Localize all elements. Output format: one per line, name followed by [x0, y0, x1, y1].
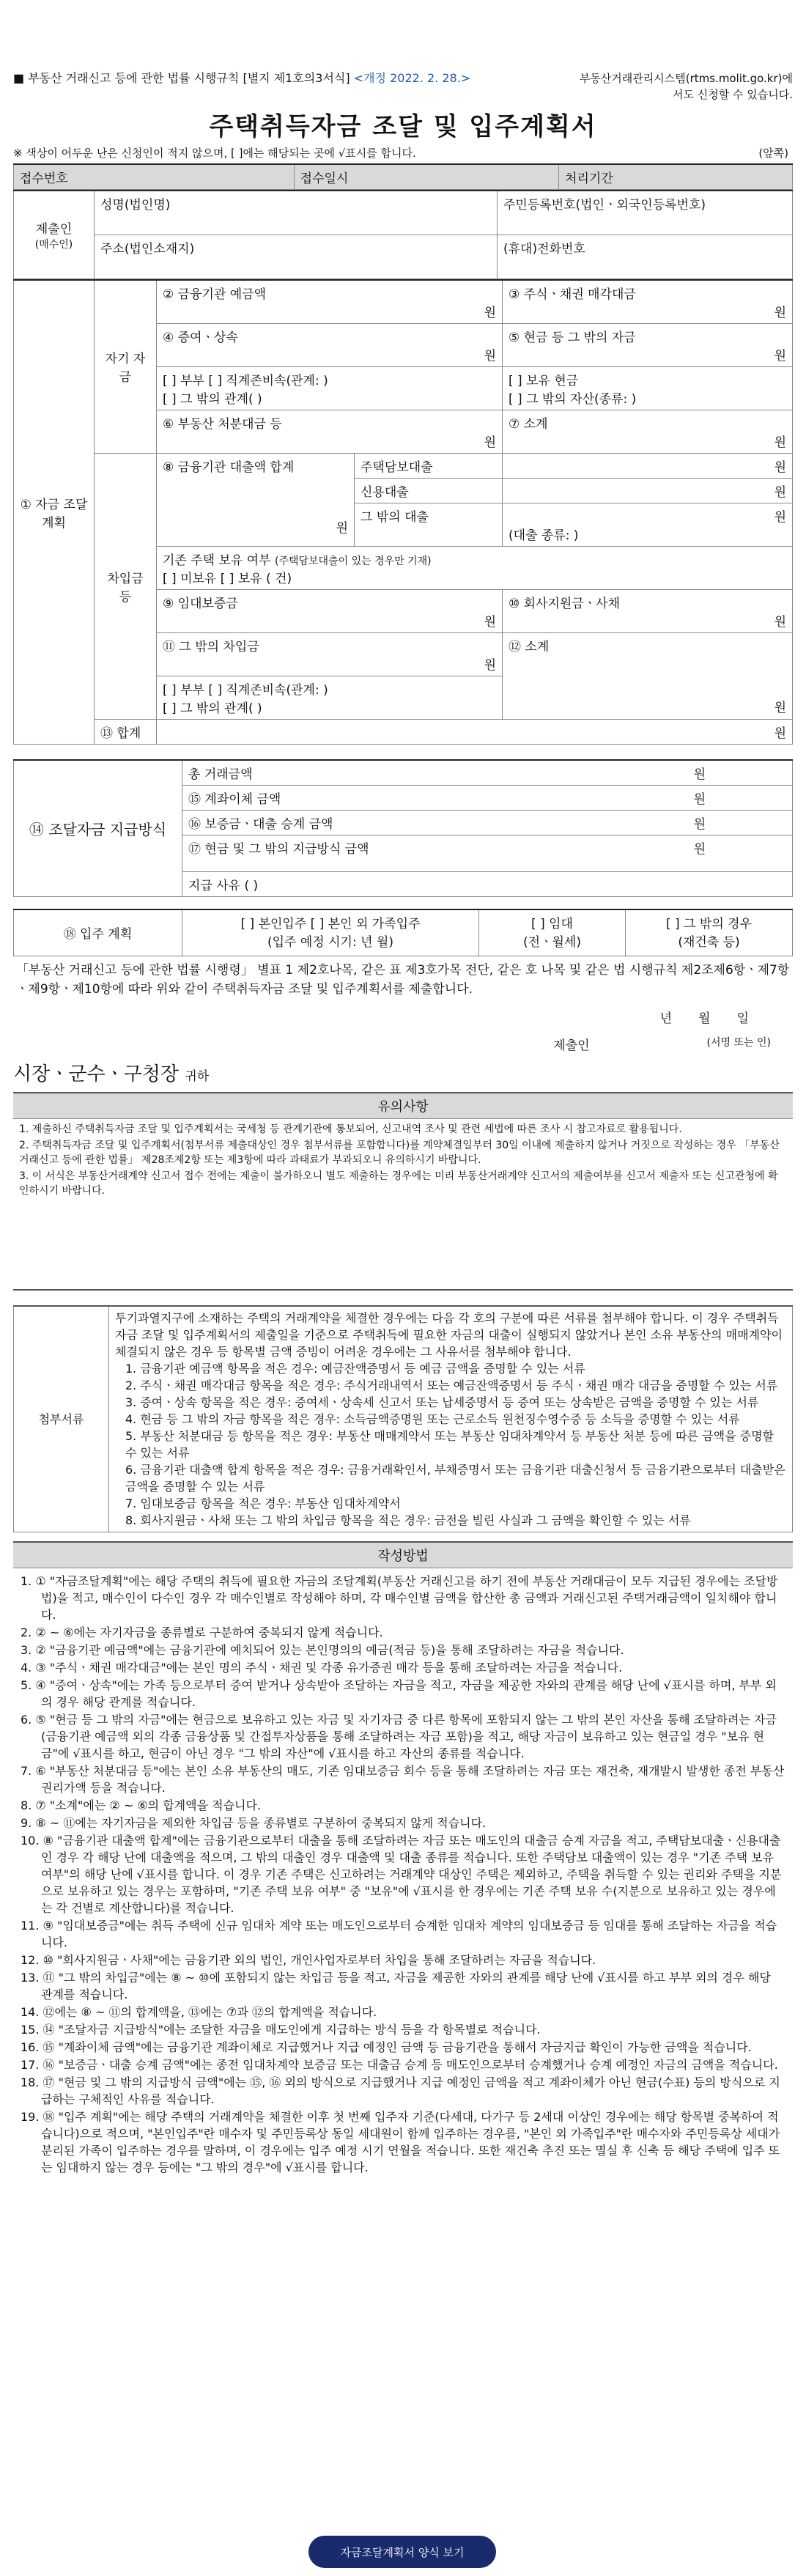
howto-item: 5. ④ "증여ㆍ상속"에는 가족 등으로부터 증여 받거나 상속받아 조달하는 자금을 적고, 자금을 제공한 자와의 관계를 해당 난에 √표시를 하며, 부부 외의 경우 해당 관계를 적습니다.	[21, 1678, 777, 1709]
howto-item: 3. ② "금융기관 예금액"에는 금융기관에 예치되어 있는 본인명의의 예금(적금 등)을 통해 조달하려는 자금을 적습니다.	[21, 1643, 624, 1657]
won-unit: 원	[484, 435, 496, 450]
grand-total-field[interactable]	[157, 719, 793, 744]
total-amount-field[interactable]	[182, 760, 793, 786]
fill-note: ※ 색상이 어두운 난은 신청인이 적지 않으며, [ ]에는 해당되는 곳에 √표시를 합니다.	[13, 147, 416, 160]
declaration: 「부동산 거래신고 등에 관한 법률 시행령」 별표 1 제2호나목, 같은 표 제3호가목 전단, 같은 호 나목 및 같은 법 시행규칙 제2조제6항ㆍ제7항ㆍ제9항ㆍ제10항에 따라 위와 같이 주택취득자금 조달 및 입주계획서를 제출합니다.	[16, 963, 790, 997]
move-in-self[interactable]	[182, 909, 479, 956]
form-header	[13, 0, 793, 103]
funding-plan-table	[13, 279, 793, 745]
attachment-item: 6. 금융기관 대출액 합계 항목을 적은 경우: 금융거래확인서, 부채증명서 또는 금융기관 대출신청서 등 금융기관으로부터 대출받은 금액을 증명할 수 있는 서류	[125, 1463, 785, 1494]
loan-total-field[interactable]	[157, 453, 355, 546]
recipient-label: 시장ㆍ군수ㆍ구청장	[13, 1063, 180, 1085]
caution-item: 1. 제출하신 주택취득자금 조달 및 입주계획서는 국세청 등 관계기관에 통보되어, 신고내역 조사 및 관련 세법에 따른 조사 시 참고자료로 활용됩니다.	[19, 1123, 682, 1135]
receipt-date: 접수일시	[294, 164, 558, 190]
law-reference: ■ 부동산 거래신고 등에 관한 법률 시행규칙 [별지 제1호의3서식]	[13, 71, 350, 85]
attachments-label: 첨부서류	[14, 1306, 109, 1532]
won-unit: 원	[774, 460, 786, 475]
howto-item: 8. ⑦ "소계"에는 ② ~ ⑥의 합계액을 적습니다.	[21, 1798, 262, 1812]
payment-table	[13, 759, 793, 897]
won-unit: 원	[774, 700, 786, 715]
move-in-lease-sub: (전ㆍ월세)	[523, 934, 581, 950]
cash-option-2: [ ] 그 밖의 자산(종류: )	[509, 391, 637, 407]
own-subtotal-field[interactable]	[503, 410, 793, 453]
other-loan-relation[interactable]	[157, 676, 503, 719]
presenter-label: 제출인	[553, 1038, 590, 1053]
attachment-item: 3. 증여ㆍ상속 항목을 적은 경우: 증여세ㆍ상속세 신고서 또는 납세증명서 등 증여 또는 상속받은 금액을 증명할 수 있는 서류	[125, 1395, 759, 1409]
howto-item: 15. ⑭ "조달자금 지급방식"에는 조달한 자금을 매도인에게 지급하는 방식 등을 각 항목별로 적습니다.	[21, 2023, 541, 2037]
payment-label: ⑭ 조달자금 지급방식	[14, 760, 182, 897]
month-label: 월	[698, 1011, 711, 1026]
cash-payment-label: ⑰ 현금 및 그 밖의 지급방식 금액	[188, 841, 369, 857]
borrow-label: 차입금 등	[95, 453, 157, 719]
move-in-label: ⑱ 입주 계획	[14, 909, 182, 956]
transfer-field[interactable]	[182, 785, 793, 810]
loan3-kind: (대출 종류: )	[509, 528, 579, 543]
won-unit: 원	[693, 816, 706, 832]
move-in-other-sub: (재건축 등)	[678, 934, 740, 950]
loan1-label: 주택담보대출	[355, 453, 503, 478]
move-in-lease-label: [ ] 임대	[531, 916, 573, 931]
other-loan-relation-1: [ ] 부부 [ ] 직계존비속(관계: )	[163, 682, 328, 698]
header-left	[13, 70, 470, 86]
won-unit: 원	[774, 509, 786, 525]
howto-item: 12. ⑩ "회사지원금ㆍ사채"에는 금융기관 외의 법인, 개인사업자로부터 차입을 통해 조달하려는 자금을 적습니다.	[21, 1953, 596, 1967]
loan2-label: 신용대출	[355, 478, 503, 503]
howto-item: 10. ⑧ "금융기관 대출액 합계"에는 금융기관으로부터 대출을 통해 조달하려는 자금 또는 매도인의 대출금 승계 자금을 적고, 주택담보대출ㆍ신용대출인 경우 각 해당 난에 대출액을 적으며, 그 밖의 대출인 경우 대출액 및 대출 종류를 적습니다. 또한 주택담보 대출액이 있는 경우 "기존 주택 보유 여부"의 해당 난에 √표시를 합니다. 이 경우 기존 주택은 신고하려는 거래계약 대상인 주택은 제외하고, 주택을 취득할 수 있는 권리와 주택을 지분으로 보유하고 있는 경우는 포함하며, "기존 주택 보유 여부" 중 "보유"에 √표시를 한 경우에는 기존 주택 보유 수(지분으로 보유하고 있는 경우에는 각 건별로 계산합니다)를 적습니다.	[21, 1834, 782, 1915]
attachment-item: 7. 임대보증금 항목을 적은 경우: 부동산 임대차계약서	[125, 1496, 401, 1510]
submitter-sub: (매수인)	[34, 238, 73, 251]
online-note-2: 서도 신청할 수 있습니다.	[673, 88, 793, 101]
form-title: 주택취득자금 조달 및 입주계획서	[209, 112, 597, 141]
submitter-label: 제출인	[35, 221, 73, 237]
gift-field[interactable]	[157, 323, 503, 366]
year-label: 년	[659, 1011, 673, 1026]
attachments-table	[13, 1305, 793, 1532]
submitter-table	[13, 190, 793, 279]
cash-option-1: [ ] 보유 현금	[509, 373, 579, 388]
page-side: (앞쪽)	[758, 147, 788, 160]
company-fund-label: ⑩ 회사지원금ㆍ사채	[509, 596, 621, 611]
won-unit: 원	[693, 841, 706, 857]
cash-label: ⑤ 현금 등 그 밖의 자금	[509, 330, 636, 345]
loan3-field[interactable]	[503, 503, 793, 546]
gift-relation-2: [ ] 그 밖의 관계( )	[163, 391, 262, 407]
won-unit: 원	[774, 435, 786, 450]
revision-date: <개정 2022. 2. 28.>	[353, 71, 471, 85]
won-unit: 원	[693, 767, 706, 782]
move-in-self-label: [ ] 본인입주 [ ] 본인 외 가족입주	[240, 916, 421, 931]
caution-item: 2. 주택취득자금 조달 및 입주계획서(첨부서류 제출대상인 경우 첨부서류를 포함합니다)를 계약체결일부터 30일 이내에 제출하지 않거나 거짓으로 작성하는 경우 「부동산 거래신고 등에 관한 법률」 제28조제2항 또는 제3항에 따라 과태료가 부과되오니 유의하시기 바랍니다.	[19, 1140, 780, 1166]
howto-item: 14. ⑫에는 ⑧ ~ ⑪의 합계액을, ⑬에는 ⑦과 ⑫의 합계액을 적습니다.	[21, 2005, 377, 2019]
online-note-1: 부동산거래관리시스템(rtms.molit.go.kr)에	[579, 72, 793, 85]
view-form-button[interactable]: 자금조달계획서 양식 보기	[308, 2536, 496, 2568]
loan2-field[interactable]	[503, 478, 793, 503]
deposit-lease-field[interactable]	[157, 589, 503, 632]
existing-house-options: [ ] 미보유 [ ] 보유 ( 건)	[163, 571, 292, 586]
gift-label: ④ 증여ㆍ상속	[163, 330, 238, 345]
caution-heading: 유의사항	[13, 1092, 793, 1119]
grand-total-label: ⑬ 합계	[95, 719, 157, 744]
howto-item: 11. ⑨ "임대보증금"에는 취득 주택에 신규 임대차 계약 또는 매도인으로부터 승계한 임대차 계약의 임대보증금 등 임대를 통해 조달하는 자금을 적습니다.	[21, 1919, 777, 1949]
company-fund-field[interactable]	[503, 589, 793, 632]
existing-house-note: (주택담보대출이 있는 경우만 기재)	[275, 555, 432, 567]
howto-item: 6. ⑤ "현금 등 그 밖의 자금"에는 현금으로 보유하고 있는 자금 및 자기자금 중 다른 항목에 포함되지 않는 그 밖의 본인 자산을 통해 조달하려는 자금(금융기관 예금액 외의 각종 금융상품 및 간접투자상품을 통해 조달하려는 자금 포함)을 적고, 해당 자금이 보유하고 있는 현금일 경우 "보유 현금"에 √표시를 하고, 현금이 아닌 경우 "그 밖의 자산"에 √표시를 하고 자산의 종류를 적습니다.	[21, 1713, 777, 1760]
loan1-field[interactable]	[503, 453, 793, 478]
won-unit: 원	[774, 614, 786, 630]
won-unit: 원	[484, 348, 496, 363]
deposit-lease-label: ⑨ 임대보증금	[163, 596, 238, 611]
attachment-item: 4. 현금 등 그 밖의 자금 항목을 적은 경우: 소득금액증명원 또는 근로소득 원천징수영수증 등 소득을 증명할 수 있는 서류	[125, 1412, 740, 1426]
won-unit: 원	[774, 348, 786, 363]
own-subtotal-label: ⑦ 소계	[509, 416, 548, 432]
submitter-label-cell	[14, 191, 95, 278]
other-loan-relation-2: [ ] 그 밖의 관계( )	[163, 701, 262, 716]
other-loan-label: ⑪ 그 밖의 차입금	[163, 639, 259, 654]
note-line	[13, 144, 793, 163]
stock-label: ③ 주식ㆍ채권 매각대금	[509, 287, 636, 302]
attachment-item: 1. 금융기관 예금액 항목을 적은 경우: 예금잔액증명서 등 예금 금액을 증명할 수 있는 서류	[125, 1362, 585, 1376]
succession-field[interactable]	[182, 810, 793, 835]
caution-body	[13, 1119, 793, 1203]
address-field[interactable]: 주소(법인소재지)	[95, 235, 498, 278]
won-unit: 원	[774, 305, 786, 320]
move-in-lease[interactable]	[479, 909, 626, 956]
howto-heading: 작성방법	[13, 1541, 793, 1568]
cash-field[interactable]	[503, 323, 793, 366]
payment-reason-field[interactable]: 지급 사유 ( )	[182, 871, 793, 896]
gift-relation-1: [ ] 부부 [ ] 직계존비속(관계: )	[163, 373, 328, 388]
total-amount-label: 총 거래금액	[188, 767, 253, 782]
howto-body	[13, 1568, 793, 2181]
loan3-label: 그 밖의 대출	[355, 503, 503, 546]
reg-number-field[interactable]: 주민등록번호(법인ㆍ외국인등록번호)	[498, 191, 793, 235]
howto-item: 18. ⑰ "현금 및 그 밖의 지급방식 금액"에는 ⑮, ⑯ 외의 방식으로 지급했거나 지급 예정인 금액을 적고 계좌이체가 아닌 현금(수표) 등의 방식으로 지급하는 구체적인 사유를 적습니다.	[21, 2075, 780, 2106]
name-field[interactable]: 성명(법인명)	[95, 191, 498, 235]
won-unit: 원	[774, 484, 786, 500]
phone-field[interactable]: (휴대)전화번호	[498, 235, 793, 278]
move-in-other-label: [ ] 그 밖의 경우	[666, 916, 752, 931]
day-label: 일	[736, 1011, 749, 1026]
howto-box	[13, 1541, 793, 2181]
borrow-subtotal-field[interactable]	[503, 632, 793, 719]
transfer-label: ⑮ 계좌이체 금액	[188, 791, 281, 807]
won-unit: 원	[693, 791, 706, 807]
won-unit: 원	[484, 305, 496, 320]
move-in-table	[13, 909, 793, 957]
property-sale-field[interactable]	[157, 410, 503, 453]
attachment-item: 5. 부동산 처분대금 등 항목을 적은 경우: 부동산 매매계약서 또는 부동산 임대차계약서 등 부동산 처분 등에 따른 금액을 증명할 수 있는 서류	[125, 1429, 774, 1460]
receipt-number: 접수번호	[14, 164, 295, 190]
loan-total-label: ⑧ 금융기관 대출액 합계	[163, 460, 295, 475]
howto-item: 16. ⑮ "계좌이체 금액"에는 금융기관 계좌이체로 지급했거나 지급 예정인 금액 등 금융기관을 통해서 자금지급 확인이 가능한 금액을 적습니다.	[21, 2040, 752, 2054]
date-line	[13, 1008, 793, 1026]
borrow-subtotal-label: ⑫ 소계	[509, 639, 550, 654]
header-right	[580, 70, 793, 103]
cash-payment-field[interactable]	[182, 835, 793, 871]
attachment-item: 2. 주식ㆍ채권 매각대금 항목을 적은 경우: 주식거래내역서 또는 예금잔액증명서 등 주식ㆍ채권 매각 대금을 증명할 수 있는 서류	[125, 1379, 778, 1392]
howto-item: 19. ⑱ "입주 계획"에는 해당 주택의 거래계약을 체결한 이후 첫 번째 입주자 기준(다세대, 다가구 등 2세대 이상인 경우에는 해당 항목별 중복하여 적습니다)으로 적으며, "본인입주"란 매수자 및 주민등록상 동일 세대원이 함께 입주하는 경우를, "본인 외 가족입주"란 매수자와 주민등록상 세대가 분리된 가족이 입주하는 경우를 말하며, 이 경우에는 입주 예정 시기 연월을 적습니다. 또한 재건축 추진 또는 멸실 후 신축 등 해당 주택에 입주 또는 임대하지 않는 경우 등에는 "그 밖의 경우"에 √표시를 합니다.	[21, 2110, 780, 2174]
existing-house-field[interactable]	[157, 546, 793, 589]
caution-item: 3. 이 서식은 부동산거래계약 신고서 접수 전에는 제출이 불가하오니 별도 제출하는 경우에는 미리 부동산거래계약 신고서의 제출여부를 신고서 제출자 또는 신고관청에 확인하시기 바랍니다.	[19, 1170, 778, 1197]
attachments-body	[109, 1306, 793, 1532]
deposit-field[interactable]	[157, 280, 503, 324]
gift-relation[interactable]	[157, 366, 503, 410]
receipt-table	[13, 163, 793, 190]
presenter-line	[13, 1035, 793, 1053]
won-unit: 원	[484, 657, 496, 673]
deposit-label: ② 금융기관 예금액	[163, 287, 267, 302]
recipient-suffix: 귀하	[185, 1069, 210, 1084]
cash-type[interactable]	[503, 366, 793, 410]
howto-item: 13. ⑪ "그 밖의 차입금"에는 ⑧ ~ ⑩에 포함되지 않는 차입금 등을 적고, 자금을 제공한 자와의 관계를 해당 난에 √표시를 하고 부부 외의 경우 해당 관계를 적습니다.	[21, 1971, 771, 2001]
other-loan-field[interactable]	[157, 632, 503, 676]
attachment-item: 8. 회사지원금ㆍ사채 또는 그 밖의 차입금 항목을 적은 경우: 금전을 빌린 사실과 그 금액을 확인할 수 있는 서류	[125, 1513, 691, 1527]
property-sale-label: ⑥ 부동산 처분대금 등	[163, 416, 282, 432]
move-in-other[interactable]	[626, 909, 793, 956]
caution-box	[13, 1092, 793, 1203]
howto-item: 2. ② ~ ⑥에는 자기자금을 종류별로 구분하여 중복되지 않게 적습니다.	[21, 1625, 383, 1639]
existing-house-label: 기존 주택 보유 여부	[163, 553, 271, 568]
howto-item: 1. ① "자금조달계획"에는 해당 주택의 취득에 필요한 자금의 조달계획(부동산 거래신고를 하기 전에 부동산 거래대금이 모두 지급된 경우에는 조달방법)을 적고, 매수인이 다수인 경우 각 매수인별로 작성해야 하며, 각 매수인별 금액을 합산한 총 금액과 거래신고된 주택거래금액이 일치해야 합니다.	[21, 1574, 778, 1622]
stock-field[interactable]	[503, 280, 793, 324]
succession-label: ⑯ 보증금ㆍ대출 승계 금액	[188, 816, 333, 832]
own-funds-label: 자기 자금	[95, 280, 157, 454]
processing-period: 처리기간	[559, 164, 793, 190]
signature-placeholder[interactable]: (서명 또는 인)	[706, 1037, 771, 1049]
page-break-spacer	[13, 1203, 793, 1291]
howto-item: 4. ③ "주식ㆍ채권 매각대금"에는 본인 명의 주식ㆍ채권 및 각종 유가증권 매각 등을 통해 조달하려는 자금을 적습니다.	[21, 1661, 623, 1675]
howto-item: 7. ⑥ "부동산 처분대금 등"에는 본인 소유 부동산의 매도, 기존 임대보증금 회수 등을 통해 조달하려는 자금 또는 재건축, 재개발시 발생한 종전 부동산 권리가액 등을 적습니다.	[21, 1764, 785, 1795]
plan-label: ① 자금 조달계획	[14, 280, 95, 745]
won-unit: 원	[336, 520, 348, 536]
recipient	[13, 1059, 793, 1086]
won-unit: 원	[484, 614, 496, 630]
howto-item: 17. ⑯ "보증금ㆍ대출 승계 금액"에는 종전 임대차계약 보증금 또는 대출금 승계 등 매도인으로부터 승계했거나 승계 예정인 자금의 금액을 적습니다.	[21, 2058, 778, 2072]
howto-item: 9. ⑧ ~ ⑪에는 자기자금을 제외한 차입금 등을 종류별로 구분하여 중복되지 않게 적습니다.	[21, 1816, 487, 1830]
attachments-intro: 투기과열지구에 소재하는 주택의 거래계약을 체결한 경우에는 다음 각 호의 구분에 따른 서류를 첨부해야 합니다. 이 경우 주택취득자금 조달 및 입주계획서의 제출일을 기준으로 주택취득에 필요한 자금의 대출이 실행되지 않았거나 본인 소유 부동산의 매매계약이 체결되지 않은 경우 등 항목별 금액 증빙이 어려운 경우에는 그 사유서를 첨부해야 합니다.	[115, 1311, 783, 1359]
won-unit: 원	[774, 726, 786, 741]
move-in-self-sub: (입주 예정 시기: 년 월)	[267, 934, 393, 950]
